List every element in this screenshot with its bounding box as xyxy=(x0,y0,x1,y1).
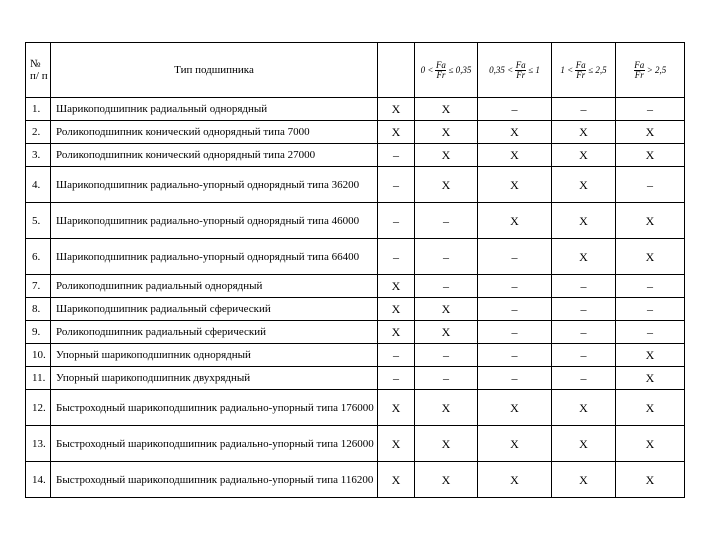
formula-lower-bound: 0 < xyxy=(420,65,434,75)
formula-denominator: Fr xyxy=(634,69,644,80)
mark-cell: X xyxy=(415,426,478,462)
mark-cell: – xyxy=(378,203,415,239)
mark-cell: – xyxy=(616,321,685,344)
mark-cell: X xyxy=(552,144,616,167)
mark-cell: X xyxy=(552,462,616,498)
formula-numerator: Fa xyxy=(435,59,446,70)
bearing-name: Быстроходный шарикоподшипник радиально-упорный типа 116200 xyxy=(51,462,378,498)
mark-cell: X xyxy=(552,239,616,275)
row-number: 5. xyxy=(26,203,51,239)
formula-denominator: Fr xyxy=(516,69,526,80)
header-formula-2 xyxy=(478,43,552,98)
header-num: № п/ п xyxy=(26,43,51,98)
row-number: 6. xyxy=(26,239,51,275)
table-row xyxy=(26,144,685,167)
formula-lower-bound: 0,35 < xyxy=(489,65,514,75)
mark-cell: X xyxy=(378,121,415,144)
mark-cell: X xyxy=(552,426,616,462)
row-number: 13. xyxy=(26,426,51,462)
formula-numerator: Fa xyxy=(575,59,586,70)
bearing-name: Шарикоподшипник радиально-упорный однорядный типа 66400 xyxy=(51,239,378,275)
header-formula-3 xyxy=(552,43,616,98)
mark-cell: – xyxy=(616,98,685,121)
mark-cell: X xyxy=(616,144,685,167)
table-row xyxy=(26,121,685,144)
mark-cell: X xyxy=(616,239,685,275)
mark-cell: X xyxy=(478,167,552,203)
mark-cell: – xyxy=(378,344,415,367)
bearing-name: Роликоподшипник конический однорядный типа 27000 xyxy=(51,144,378,167)
mark-cell: X xyxy=(378,321,415,344)
bearing-name: Роликоподшипник радиальный однорядный xyxy=(51,275,378,298)
mark-cell: X xyxy=(415,390,478,426)
mark-cell: X xyxy=(616,203,685,239)
mark-cell: – xyxy=(378,239,415,275)
mark-cell: X xyxy=(616,426,685,462)
formula-denominator: Fr xyxy=(436,69,446,80)
mark-cell: – xyxy=(378,367,415,390)
mark-cell: – xyxy=(415,367,478,390)
mark-cell: X xyxy=(415,462,478,498)
mark-cell: – xyxy=(616,275,685,298)
formula-denominator: Fr xyxy=(576,69,586,80)
mark-cell: X xyxy=(478,203,552,239)
header-formula-1 xyxy=(415,43,478,98)
formula-fraction xyxy=(634,61,645,80)
mark-cell: – xyxy=(552,344,616,367)
mark-cell: – xyxy=(378,144,415,167)
mark-cell: – xyxy=(552,298,616,321)
mark-cell: – xyxy=(478,321,552,344)
bearing-name: Быстроходный шарикоподшипник радиально-упорный типа 176000 xyxy=(51,390,378,426)
formula-upper-bound: ≤ 1 xyxy=(528,65,540,75)
bearing-name: Упорный шарикоподшипник двухрядный xyxy=(51,367,378,390)
mark-cell: X xyxy=(415,121,478,144)
mark-cell: – xyxy=(378,167,415,203)
mark-cell: X xyxy=(478,390,552,426)
mark-cell: X xyxy=(378,462,415,498)
mark-cell: – xyxy=(616,298,685,321)
mark-cell: – xyxy=(478,275,552,298)
table-row xyxy=(26,390,685,426)
mark-cell: X xyxy=(415,298,478,321)
mark-cell: X xyxy=(415,321,478,344)
mark-cell: X xyxy=(415,167,478,203)
table-row xyxy=(26,239,685,275)
row-number: 9. xyxy=(26,321,51,344)
bearing-name: Шарикоподшипник радиально-упорный однорядный типа 36200 xyxy=(51,167,378,203)
mark-cell: X xyxy=(378,298,415,321)
mark-cell: X xyxy=(378,98,415,121)
formula-fraction xyxy=(515,61,526,80)
mark-cell: X xyxy=(552,121,616,144)
mark-cell: – xyxy=(552,98,616,121)
mark-cell: – xyxy=(415,239,478,275)
mark-cell: X xyxy=(552,203,616,239)
header-empty xyxy=(378,43,415,98)
bearing-table xyxy=(25,42,685,498)
mark-cell: X xyxy=(616,121,685,144)
mark-cell: X xyxy=(616,367,685,390)
row-number: 11. xyxy=(26,367,51,390)
formula-fraction xyxy=(575,61,586,80)
formula-numerator: Fa xyxy=(634,59,645,70)
bearing-name: Шарикоподшипник радиальный однорядный xyxy=(51,98,378,121)
formula-upper-bound: ≤ 2,5 xyxy=(588,65,607,75)
mark-cell: X xyxy=(378,426,415,462)
mark-cell: – xyxy=(552,321,616,344)
formula-upper-bound: ≤ 0,35 xyxy=(448,65,472,75)
mark-cell: – xyxy=(415,203,478,239)
row-number: 1. xyxy=(26,98,51,121)
table-row xyxy=(26,98,685,121)
mark-cell: X xyxy=(552,390,616,426)
mark-cell: X xyxy=(378,275,415,298)
mark-cell: X xyxy=(616,390,685,426)
mark-cell: – xyxy=(415,275,478,298)
mark-cell: X xyxy=(478,144,552,167)
bearing-name: Шарикоподшипник радиальный сферический xyxy=(51,298,378,321)
mark-cell: – xyxy=(478,367,552,390)
mark-cell: – xyxy=(478,98,552,121)
mark-cell: X xyxy=(478,426,552,462)
row-number: 3. xyxy=(26,144,51,167)
mark-cell: – xyxy=(478,344,552,367)
bearing-name: Роликоподшипник конический однорядный типа 7000 xyxy=(51,121,378,144)
mark-cell: X xyxy=(415,144,478,167)
mark-cell: – xyxy=(478,239,552,275)
formula-numerator: Fa xyxy=(515,59,526,70)
row-number: 12. xyxy=(26,390,51,426)
mark-cell: – xyxy=(552,367,616,390)
table-row xyxy=(26,298,685,321)
mark-cell: – xyxy=(415,344,478,367)
table-row xyxy=(26,426,685,462)
row-number: 10. xyxy=(26,344,51,367)
bearing-name: Роликоподшипник радиальный сферический xyxy=(51,321,378,344)
row-number: 8. xyxy=(26,298,51,321)
table-row xyxy=(26,367,685,390)
row-number: 4. xyxy=(26,167,51,203)
table-row xyxy=(26,321,685,344)
formula-lower-bound: 1 < xyxy=(560,65,574,75)
table-row xyxy=(26,462,685,498)
table-row xyxy=(26,203,685,239)
mark-cell: X xyxy=(478,462,552,498)
formula-fraction xyxy=(435,61,446,80)
mark-cell: – xyxy=(552,275,616,298)
header-row xyxy=(26,43,685,98)
mark-cell: – xyxy=(616,167,685,203)
bearing-name: Шарикоподшипник радиально-упорный однорядный типа 46000 xyxy=(51,203,378,239)
formula-upper-bound: > 2,5 xyxy=(646,65,667,75)
mark-cell: – xyxy=(478,298,552,321)
row-number: 7. xyxy=(26,275,51,298)
mark-cell: X xyxy=(378,390,415,426)
table-row xyxy=(26,275,685,298)
bearing-name: Упорный шарикоподшипник однорядный xyxy=(51,344,378,367)
mark-cell: X xyxy=(616,462,685,498)
row-number: 2. xyxy=(26,121,51,144)
bearing-name: Быстроходный шарикоподшипник радиально-упорный типа 126000 xyxy=(51,426,378,462)
mark-cell: X xyxy=(616,344,685,367)
header-type: Тип подшипника xyxy=(51,43,378,98)
table-row xyxy=(26,167,685,203)
mark-cell: X xyxy=(478,121,552,144)
mark-cell: X xyxy=(415,98,478,121)
mark-cell: X xyxy=(552,167,616,203)
row-number: 14. xyxy=(26,462,51,498)
table-row xyxy=(26,344,685,367)
header-formula-4 xyxy=(616,43,685,98)
